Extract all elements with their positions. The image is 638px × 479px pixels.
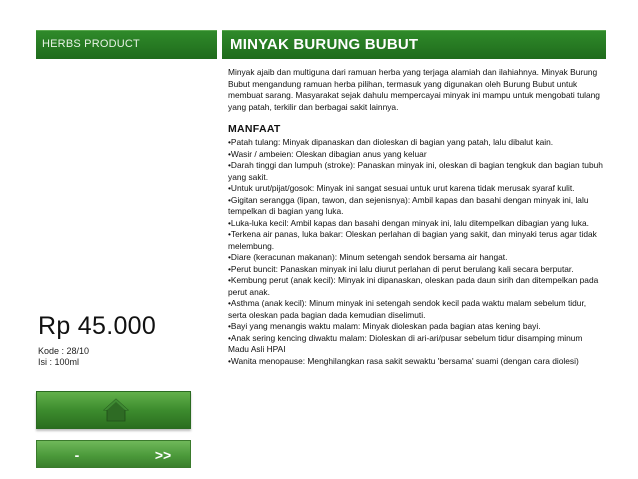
benefits-list <box>228 137 604 367</box>
manfaat-heading: MANFAAT <box>228 123 281 135</box>
benefit-item: •Perut buncit: Panaskan minyak ini lalu diurut perlahan di perut berulang kali secara berputar. <box>228 263 574 274</box>
benefit-item: •Asthma (anak kecil): Minum minyak ini setengah sendok kecil pada waktu malam sebelum tidur, serta oleskan pada bagian dada kemudian diselimuti. <box>228 298 587 320</box>
intro-paragraph: Minyak ajaib dan multiguna dari ramuan herba yang terjaga alamiah dan ilahiahnya. Minyak Burung Bubut mengandung ramuan herba pilihan, termasuk yang digunakan oleh Burung Bubut untuk membuat sarang. Masyarakat sejak dahulu mempercayai minyak ini mampu untuk mengobati tulang yang patah, terkilir dan berbagai sakit lainnya. <box>228 67 600 112</box>
home-button[interactable] <box>36 391 191 429</box>
benefit-item: •Diare (keracunan makanan): Minum setengah sendok bersama air hangat. <box>228 252 508 262</box>
product-price: Rp 45.000 <box>38 312 157 340</box>
product-description <box>228 67 604 367</box>
benefit-item: •Untuk urut/pijat/gosok: Minyak ini sangat sesuai untuk urut karena tidak merusak syaraf kulit. <box>228 183 575 193</box>
benefit-item: •Patah tulang: Minyak dipanaskan dan dioleskan di bagian yang patah, lalu dibalut kain. <box>228 137 554 147</box>
next-button[interactable]: >> <box>154 447 172 463</box>
benefit-item: •Terkena air panas, luka bakar: Oleskan perlahan di bagian yang sakit, dan minyaki terus agar tidak melembung. <box>228 229 597 251</box>
benefit-item: •Kembung perut (anak kecil): Minyak ini dipanaskan, oleskan pada daun sirih dan ditempelkan pada perut anak. <box>228 275 599 297</box>
benefit-item: •Darah tinggi dan lumpuh (stroke): Panaskan minyak ini, oleskan di bagian tengkuk dan bagian tubuh yang sakit. <box>228 160 603 182</box>
benefit-item: •Luka-luka kecil: Ambil kapas dan basahi dengan minyak ini, lalu ditempelkan dibagian yang luka. <box>228 217 589 228</box>
page-title: MINYAK BURUNG BUBUT <box>230 36 419 53</box>
benefit-item: •Gigitan serangga (lipan, tawon, dan sejenisnya): Ambil kapas dan basahi dengan minyak ini, lalu tempelkan di bagian yang luka. <box>228 194 589 216</box>
main-header-bar <box>222 30 606 59</box>
navigation-bar <box>36 440 191 468</box>
benefit-item: •Bayi yang menangis waktu malam: Minyak dioleskan pada bagian atas kening bayi. <box>228 321 541 331</box>
left-header-title: HERBS PRODUCT <box>42 38 140 50</box>
benefit-item: •Anak sering kencing diwaktu malam: Dioleskan di ari-ari/pusar sebelum tidur disamping minum Madu Asli HPAI <box>228 332 583 354</box>
previous-button[interactable]: - <box>74 447 80 463</box>
benefit-item: •Wanita menopause: Menghilangkan rasa sakit sewaktu 'bersama' suami (dengan cara diolesi) <box>228 355 579 366</box>
product-code: Kode : 28/10 <box>38 346 90 356</box>
benefit-item: •Wasir / ambeien: Oleskan dibagian anus yang keluar <box>228 148 427 159</box>
home-icon <box>103 397 129 423</box>
product-volume: Isi : 100ml <box>38 357 80 367</box>
left-header-bar <box>36 30 217 59</box>
